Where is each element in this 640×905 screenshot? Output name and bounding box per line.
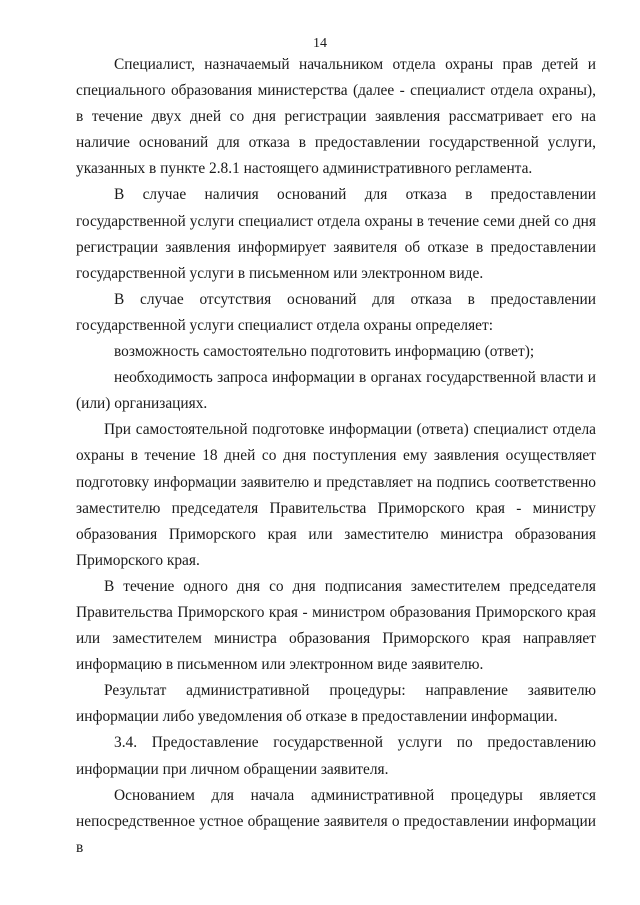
paragraph-self-preparation: При самостоятельной подготовке информации (ответа) специалист отдела охраны в течение 18 дней со дня поступления ему заявления осуществляет подготовку информации заявителю и представляет на подпись соответственно заместителю председателя Правительства Приморского края - министру образования Приморского края или заместителю министра образования Приморского края. (76, 421, 596, 569)
section-heading-3-4: 3.4. Предоставление государственной услуги по предоставлению информации при личном обращении заявителя. (76, 734, 596, 778)
document-body (76, 52, 596, 861)
paragraph-refusal-grounds: В случае наличия оснований для отказа в предоставлении государственной услуги специалист отдела охраны в течение семи дней со дня регистрации заявления информирует заявителя об отказе в предоставлении государственной услуги в письменном или электронном виде. (76, 186, 596, 282)
paragraph-no-refusal-grounds: В случае отсутствия оснований для отказа в предоставлении государственной услуги специалист отдела охраны определяет: (76, 290, 596, 334)
paragraph-procedure-result: Результат административной процедуры: направление заявителю информации либо уведомления об отказе в предоставлении информации. (76, 682, 596, 726)
paragraph-sending-info: В течение одного дня со дня подписания заместителем председателя Правительства Приморского края - министром образования Приморского края или заместителем министра образования Приморского края направляет информацию в письменном или электронном виде заявителю. (76, 577, 596, 674)
paragraph-procedure-basis: Основанием для начала административной процедуры является непосредственное устное обращение заявителя о предоставлении информации в (76, 786, 596, 856)
paragraph-specialist-review: Специалист, назначаемый начальником отдела охраны прав детей и специального образования министерства (далее - специалист отдела охраны), в течение двух дней со дня регистрации заявления рассматривает его на наличие оснований для отказа в предоставлении государственной услуги, указанных в пункте 2.8.1 настоящего административного регламента. (76, 56, 596, 178)
list-item-request-authorities: необходимость запроса информации в органах государственной власти и (или) организациях. (76, 369, 596, 413)
list-item-self-prepare: возможность самостоятельно подготовить информацию (ответ); (114, 343, 535, 361)
page-number: 14 (313, 36, 327, 51)
